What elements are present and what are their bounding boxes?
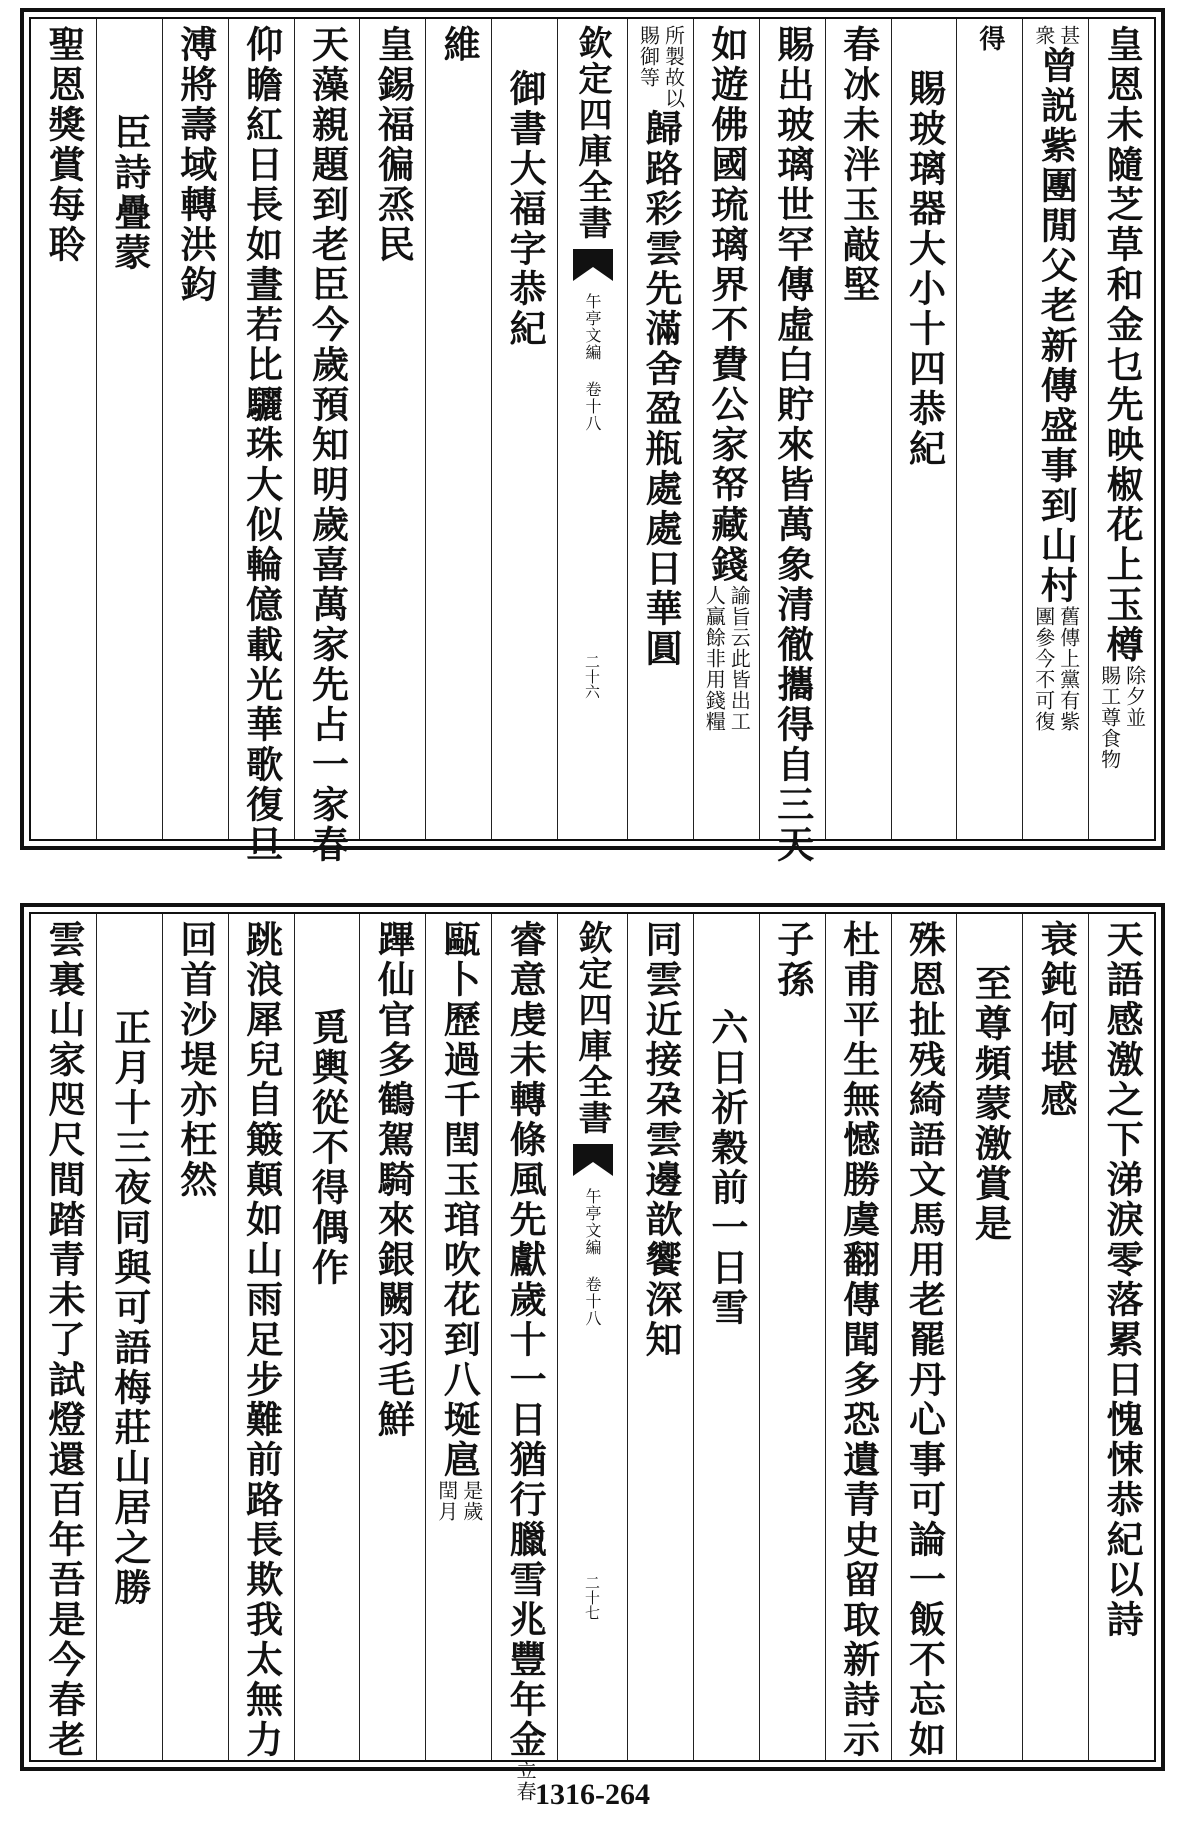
interlinear-note: 團參今不可復: [1031, 606, 1056, 732]
interlinear-note: 舊傳上黨有紫: [1056, 606, 1081, 732]
text-column: [31, 19, 96, 839]
text-column: [1022, 914, 1088, 1760]
text-column: [228, 19, 294, 865]
fishtail-mark-icon: [573, 1144, 613, 1178]
text-column: [359, 914, 425, 1760]
column-text: 賜玻璃器大小十四恭紀: [902, 69, 947, 469]
text-column: [1022, 19, 1088, 839]
column-text: 聖恩獎賞每聆: [41, 25, 86, 265]
text-column: [627, 914, 693, 1760]
column-text: 回首沙堤亦枉然: [173, 920, 218, 1200]
column-head-note: 甚: [1056, 25, 1081, 46]
column-text: 殊恩扯残綺語文馬用老罷丹心事可論一飯不忘如: [902, 920, 947, 1760]
text-column: [228, 914, 294, 1760]
interlinear-note: 立春: [513, 1760, 538, 1802]
text-column: [162, 914, 228, 1760]
page-number: 1316-264: [535, 1778, 650, 1811]
text-column: [759, 19, 825, 865]
column-text: 皇錫福徧烝民: [371, 25, 416, 265]
column-text: 天語感激之下涕淚零落累日愧悚恭紀以詩: [1100, 920, 1145, 1640]
column-text: 皇恩未隨芝草和金乜先映椒花上玉樽: [1100, 25, 1145, 665]
gutter-title: 欽定四庫全書: [572, 25, 612, 241]
column-text: 覓輿從不得偶作: [305, 1008, 350, 1288]
column-text: 雲裏山家咫尺間踏青未了試燈還百年吾是今春老: [41, 920, 86, 1760]
top-page-columns: [29, 17, 1156, 865]
column-text: 御書大福字恭紀: [503, 69, 548, 349]
text-column: [294, 19, 360, 865]
top-page: [20, 8, 1165, 865]
column-text: 睿意虔未轉條風先獻歲十一日猶行臘雪兆豐年金: [503, 920, 548, 1760]
column-text: 歸路彩雲先滿舍盈瓶處處日華圓: [638, 109, 683, 669]
gutter-column: [557, 19, 627, 839]
column-text: 曾説紫團閒父老新傳盛事到山村: [1034, 46, 1079, 606]
column-text: 正月十三夜同與可語梅莊山居之勝: [107, 1008, 152, 1608]
text-column: [294, 914, 360, 1760]
column-text: 子孫: [770, 920, 815, 1000]
column-text: 溥將壽域轉洪鈞: [173, 25, 218, 305]
interlinear-note: 是歲: [459, 1480, 484, 1522]
text-column: [491, 914, 557, 1802]
column-text: 賜出玻璃世罕傳虛白貯來皆萬象清徹攜得自三天: [770, 25, 815, 865]
leaf-number: 二十六: [583, 654, 601, 699]
interlinear-note: 閏月: [434, 1480, 459, 1522]
gutter-column: [557, 914, 627, 1760]
interlinear-note: 除夕並: [1122, 665, 1147, 728]
interlinear-note: 賜工尊食物: [1097, 665, 1122, 770]
column-text: 如遊佛國琉璃界不費公家帑藏錢: [704, 25, 749, 585]
column-head-note: 所製故以: [661, 25, 686, 109]
interlinear-note: 人贏餘非用錢糧: [702, 585, 727, 732]
column-text: 跳浪犀兒自簸顛如山雨足步難前路長欺我太無力: [239, 920, 284, 1760]
text-column: [162, 19, 228, 839]
text-column: [891, 19, 957, 839]
text-column: [627, 19, 693, 839]
column-text: 仰瞻紅日長如晝若比驪珠大似輪億載光華歌復旦: [239, 25, 284, 865]
column-text: 得: [974, 25, 1005, 54]
column-text: 至尊頻蒙激賞是: [968, 964, 1013, 1244]
column-text: 杜甫平生無憾勝虞翻傳聞多恐遺青史留取新詩示: [836, 920, 881, 1760]
text-column: [956, 19, 1022, 839]
text-column: [96, 19, 162, 839]
column-text: 衰鈍何堪感: [1034, 920, 1079, 1120]
text-column: [825, 19, 891, 839]
text-column: [425, 19, 491, 839]
text-column: [359, 19, 425, 839]
text-column: [693, 914, 759, 1760]
column-head-note: 衆: [1031, 25, 1056, 46]
gutter-title: 欽定四庫全書: [572, 920, 612, 1136]
column-text: 天藻親題到老臣今歲預知明歲喜萬家先占一家春: [305, 25, 350, 865]
column-text: 蹕仙官多鶴駕騎來銀闕羽毛鮮: [371, 920, 416, 1440]
text-column: [31, 914, 96, 1760]
text-column: [491, 19, 557, 839]
column-text: 維: [437, 25, 482, 65]
interlinear-note: 諭旨云此皆出工: [727, 585, 752, 732]
text-column: [1088, 19, 1154, 839]
text-column: [1088, 914, 1154, 1760]
column-head-note: 賜御等: [636, 25, 661, 88]
column-text: 臣詩疊蒙: [107, 113, 152, 273]
column-text: 春冰未泮玉敲堅: [836, 25, 881, 305]
leaf-number: 二十七: [583, 1575, 601, 1620]
column-text: 同雲近接朶雲邊歆饗深知: [638, 920, 683, 1360]
text-column: [425, 914, 491, 1760]
text-column: [96, 914, 162, 1760]
text-column: [891, 914, 957, 1760]
column-text: 六日祈穀前一日雪: [704, 1008, 749, 1328]
text-column: [956, 914, 1022, 1760]
column-text: 甌卜歷過千閏玉琯吹花到八埏扈: [437, 920, 482, 1480]
fishtail-mark-icon: [573, 249, 613, 283]
text-column: [693, 19, 759, 839]
text-column: [759, 914, 825, 1760]
text-column: [825, 914, 891, 1760]
gutter-subtitle: 午亭文編 卷十八: [583, 293, 602, 432]
gutter-subtitle: 午亭文編 卷十八: [583, 1188, 602, 1327]
